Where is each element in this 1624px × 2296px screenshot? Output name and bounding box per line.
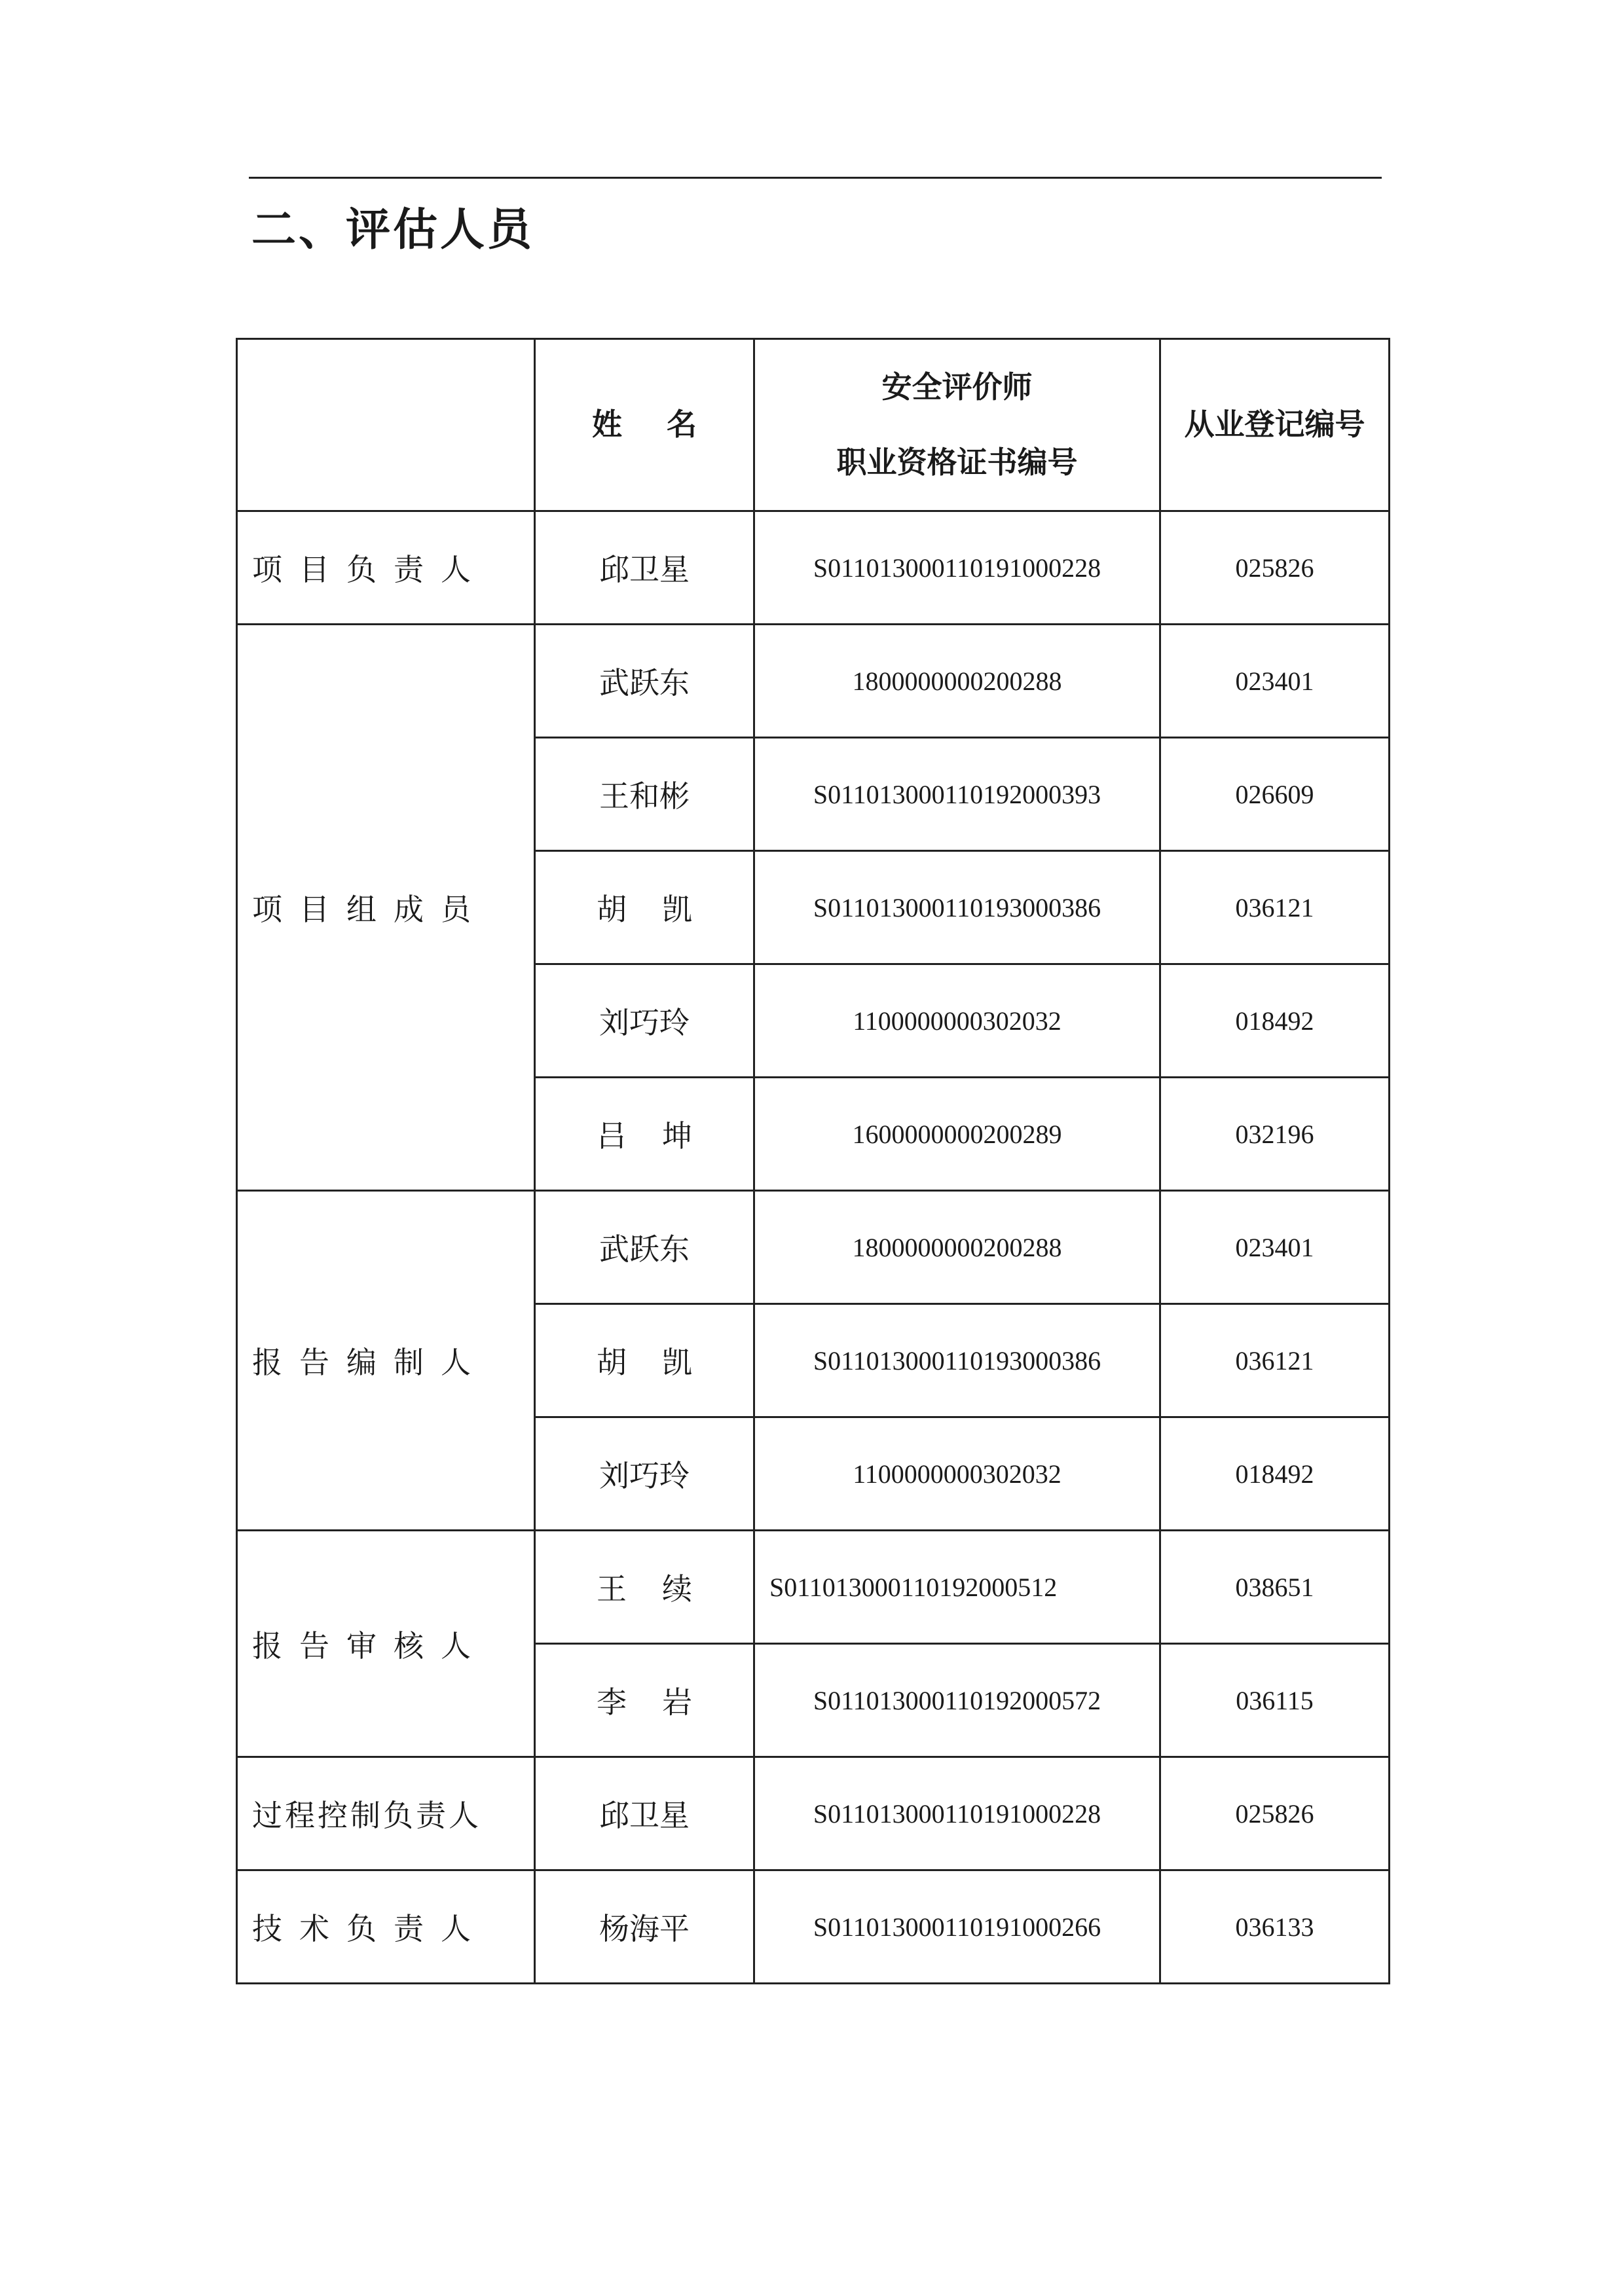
reg-cell: 025826	[1160, 1757, 1390, 1870]
cert-cell: 1800000000200288	[754, 1191, 1160, 1304]
name-cell: 邱卫星	[535, 1757, 754, 1870]
name-cell: 武跃东	[535, 625, 754, 738]
cert-cell: S011013000110191000228	[754, 1757, 1160, 1870]
cert-cell: 1600000000200289	[754, 1078, 1160, 1191]
name-cell: 王和彬	[535, 738, 754, 851]
cert-cell: S011013000110192000572	[754, 1644, 1160, 1757]
cert-cell: 1100000000302032	[754, 964, 1160, 1078]
table-row	[237, 1757, 1390, 1870]
name-cell: 李岩	[535, 1644, 754, 1757]
table-row	[237, 1191, 1390, 1304]
name-cell: 武跃东	[535, 1191, 754, 1304]
table-row	[237, 511, 1390, 625]
role-cell: 报告编制人	[237, 1191, 535, 1531]
top-rule	[249, 177, 1382, 179]
reg-cell: 032196	[1160, 1078, 1390, 1191]
cert-cell: S011013000110193000386	[754, 1304, 1160, 1417]
reg-cell: 018492	[1160, 1417, 1390, 1531]
role-cell: 项目负责人	[237, 511, 535, 625]
role-cell: 过程控制负责人	[237, 1757, 535, 1870]
cert-cell: 1800000000200288	[754, 625, 1160, 738]
header-role	[237, 339, 535, 511]
staff-table	[236, 338, 1390, 1984]
header-cert-line2: 职业资格证书编号	[836, 445, 1078, 480]
table-header-row	[237, 339, 1390, 511]
name-cell: 刘巧玲	[535, 1417, 754, 1531]
reg-cell: 036115	[1160, 1644, 1390, 1757]
section-title: 二、评估人员	[251, 204, 535, 256]
table-row	[237, 625, 1390, 738]
reg-cell: 023401	[1160, 1191, 1390, 1304]
cert-cell: S011013000110192000393	[754, 738, 1160, 851]
reg-cell: 038651	[1160, 1531, 1390, 1644]
reg-cell: 023401	[1160, 625, 1390, 738]
role-cell: 项目组成员	[237, 625, 535, 1191]
name-cell: 胡凯	[535, 1304, 754, 1417]
reg-cell: 036121	[1160, 1304, 1390, 1417]
table-row	[237, 1870, 1390, 1984]
header-name-label: 姓 名	[591, 407, 714, 443]
header-reg: 从业登记编号	[1160, 339, 1390, 511]
reg-cell: 026609	[1160, 738, 1390, 851]
header-cert-line1: 安全评价师	[881, 369, 1033, 405]
name-cell: 杨海平	[535, 1870, 754, 1984]
cert-cell: S011013000110191000266	[754, 1870, 1160, 1984]
role-cell: 技术负责人	[237, 1870, 535, 1984]
cert-cell: 1100000000302032	[754, 1417, 1160, 1531]
name-cell: 王续	[535, 1531, 754, 1644]
name-cell: 胡凯	[535, 851, 754, 964]
name-cell: 刘巧玲	[535, 964, 754, 1078]
name-cell: 邱卫星	[535, 511, 754, 625]
cert-cell: S011013000110193000386	[754, 851, 1160, 964]
reg-cell: 025826	[1160, 511, 1390, 625]
cert-cell: S011013000110192000512	[754, 1531, 1160, 1644]
header-cert	[754, 339, 1160, 511]
cert-cell: S011013000110191000228	[754, 511, 1160, 625]
role-cell: 报告审核人	[237, 1531, 535, 1757]
reg-cell: 018492	[1160, 964, 1390, 1078]
name-cell: 吕坤	[535, 1078, 754, 1191]
table-row	[237, 1531, 1390, 1644]
header-name	[535, 339, 754, 511]
reg-cell: 036121	[1160, 851, 1390, 964]
reg-cell: 036133	[1160, 1870, 1390, 1984]
